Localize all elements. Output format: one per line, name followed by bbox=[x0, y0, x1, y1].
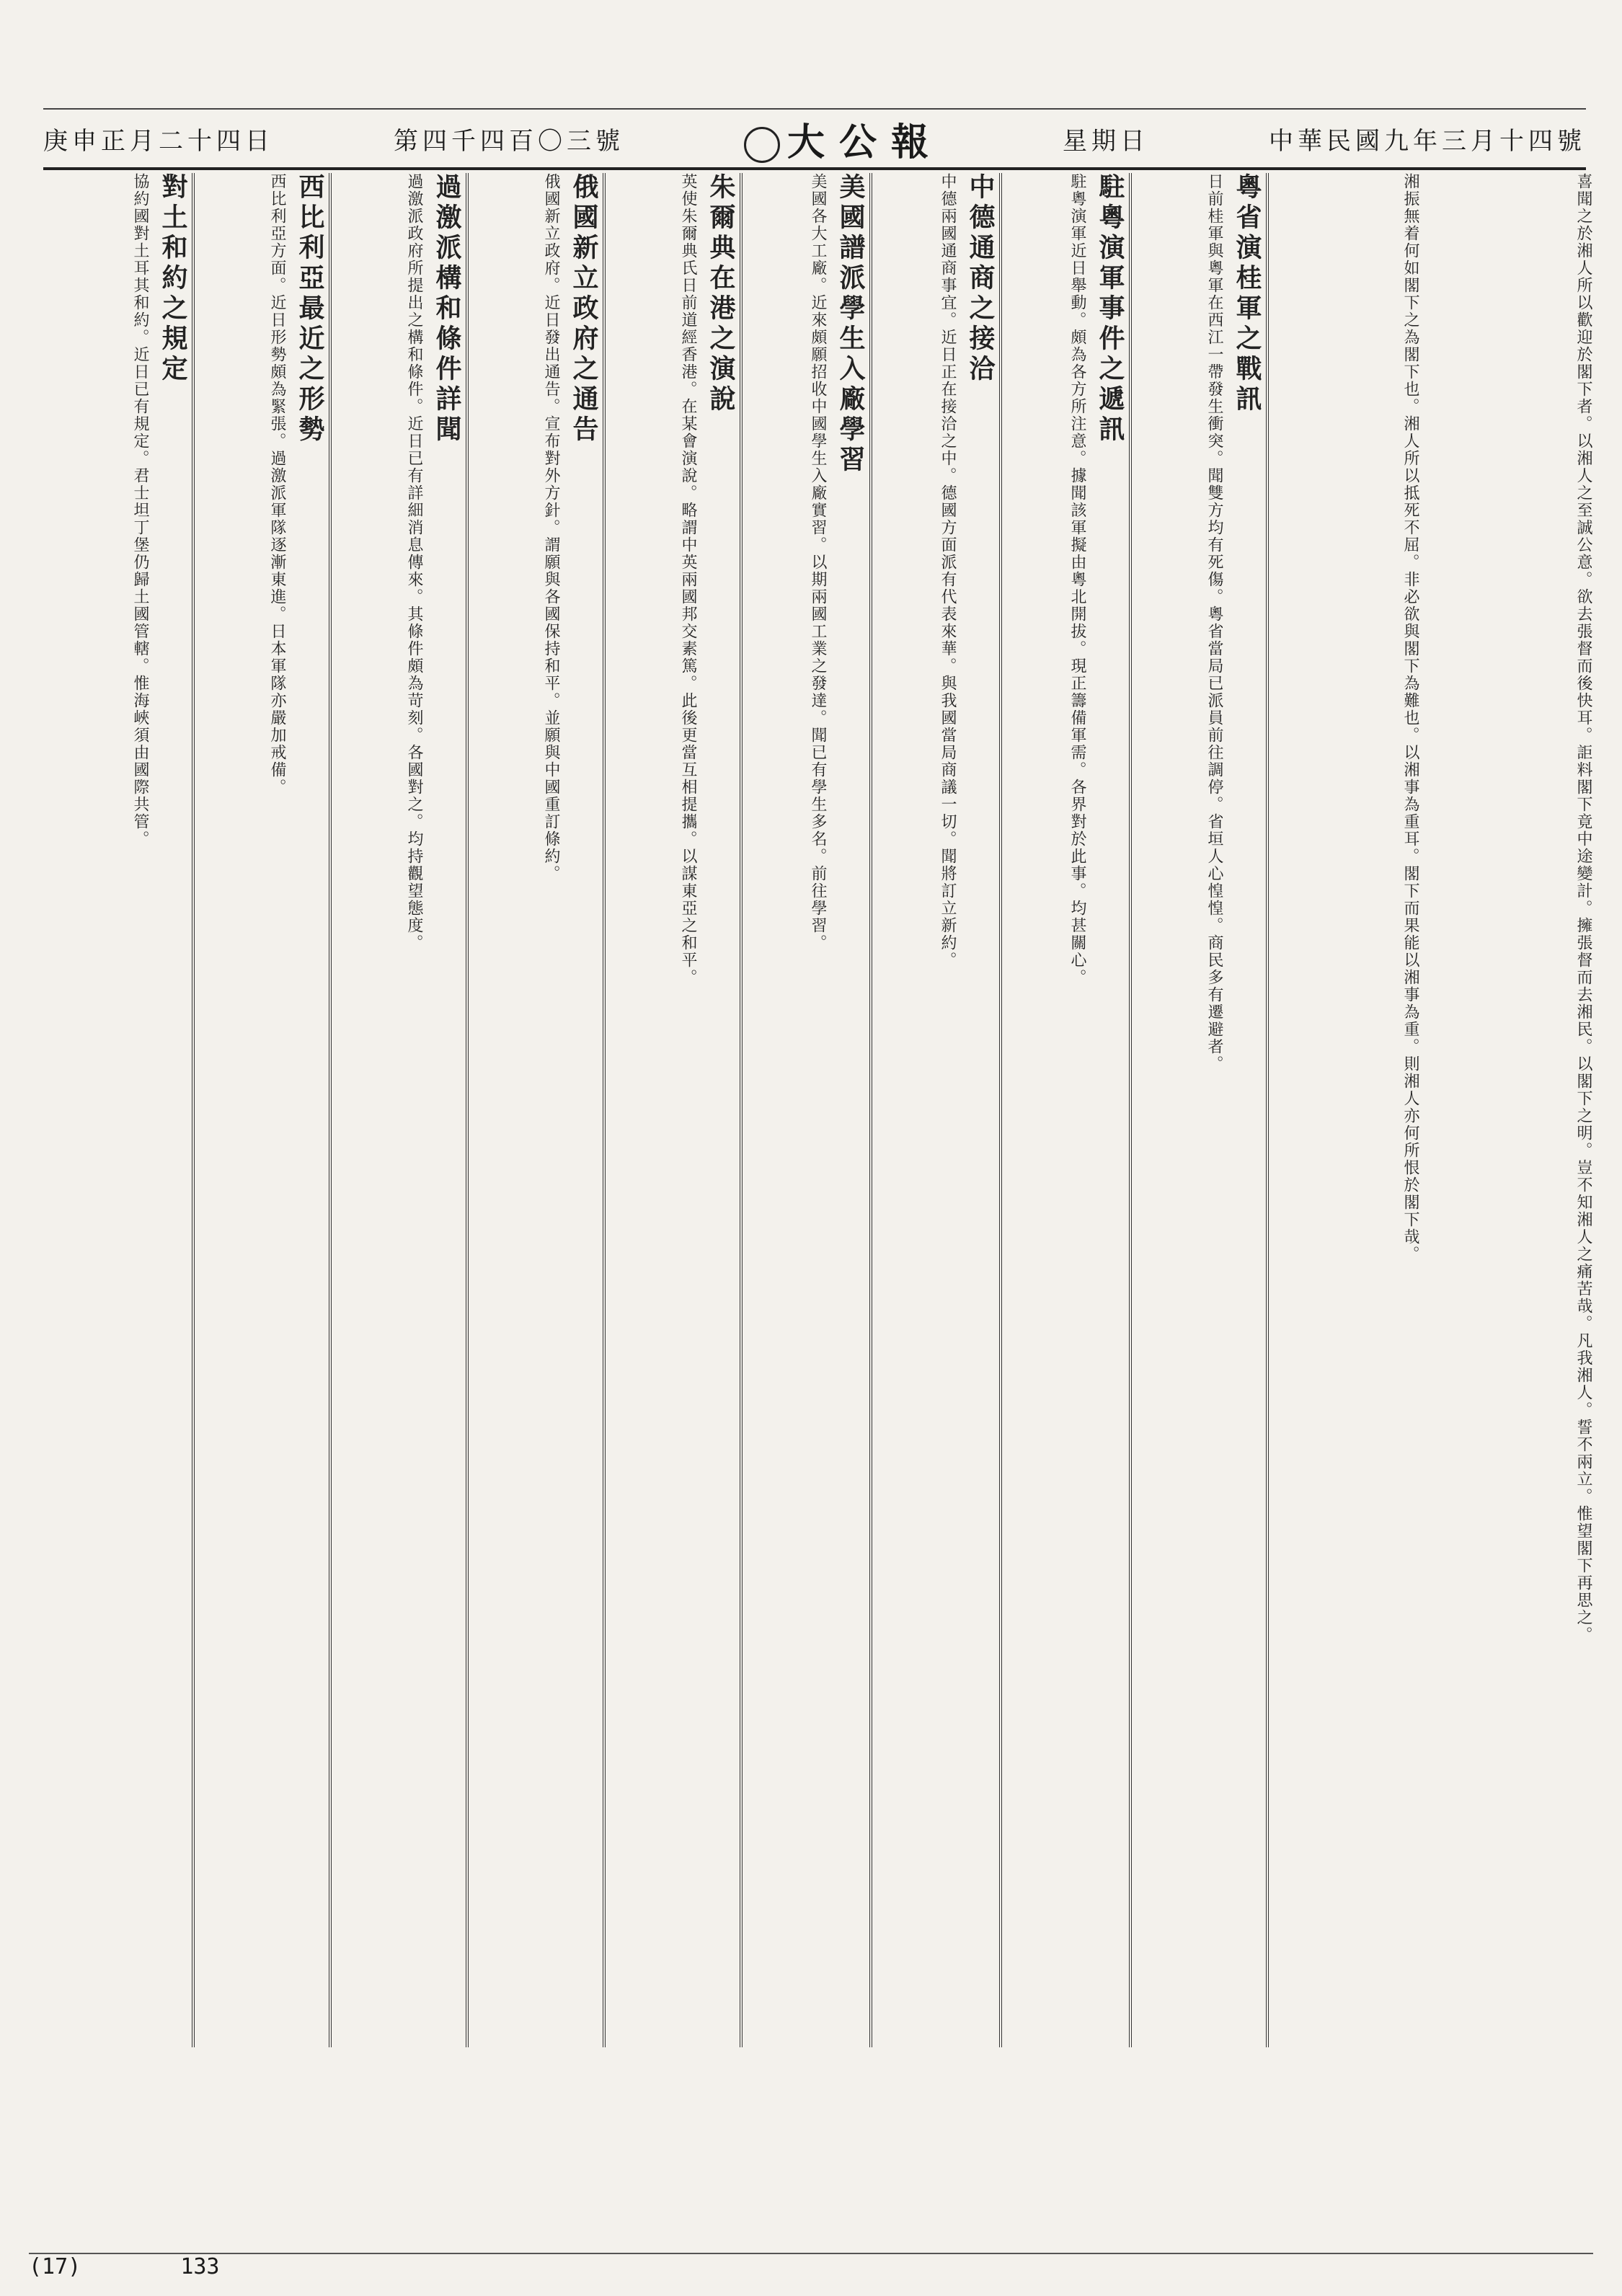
masthead-issue: 第四千四百〇三號 bbox=[393, 126, 624, 156]
article-headline: 俄國新立政府之通告 bbox=[568, 173, 606, 2047]
masthead-weekday: 星期日 bbox=[1062, 126, 1149, 156]
masthead bbox=[43, 108, 1586, 170]
article-column-c5 bbox=[879, 173, 1002, 2047]
seal-icon bbox=[744, 127, 780, 163]
article-column-c9 bbox=[339, 173, 469, 2047]
article-column-c2 bbox=[1276, 173, 1420, 2047]
article-headline: 美國譜派學生入廠學習 bbox=[835, 173, 872, 2047]
article-headline: 西比利亞最近之形勢 bbox=[294, 173, 332, 2047]
article-text: 協約國對土耳其和約。近日已有規定。君士坦丁堡仍歸土國管轄。惟海峽須由國際共管。 bbox=[131, 173, 149, 848]
article-column-c8 bbox=[476, 173, 606, 2047]
article-column-c4 bbox=[1009, 173, 1132, 2047]
page-footer bbox=[29, 2253, 1593, 2283]
footer-issue-number: (17) bbox=[29, 2254, 81, 2279]
article-column-c11 bbox=[43, 173, 195, 2047]
article-text: 湘振無着何如閣下之為閣下也。湘人所以抵死不屈。非必欲與閣下為難也。以湘事為重耳。閣下而果能以湘事為重。則湘人亦何所恨於閣下哉。 bbox=[1401, 173, 1419, 1263]
article-headline: 粵省演桂軍之戰訊 bbox=[1231, 173, 1269, 2047]
article-body bbox=[14, 173, 1600, 2047]
article-text: 英使朱爾典氏日前道經香港。在某會演說。略謂中英兩國邦交素篤。此後更當互相提攜。以謀東亞之和平。 bbox=[679, 173, 697, 986]
footer-page-number: 133 bbox=[180, 2254, 220, 2279]
article-text: 中德兩國通商事宜。近日正在接洽之中。德國方面派有代表來華。與我國當局商議一切。聞將訂立新約。 bbox=[939, 173, 957, 969]
article-column-c7 bbox=[613, 173, 743, 2047]
masthead-right-date: 庚申正月二十四日 bbox=[43, 126, 274, 156]
masthead-title bbox=[744, 112, 943, 166]
article-column-c3 bbox=[1139, 173, 1269, 2047]
article-headline: 過激派構和條件詳聞 bbox=[431, 173, 469, 2047]
article-headline: 對土和約之規定 bbox=[157, 173, 195, 2047]
article-headline: 朱爾典在港之演說 bbox=[705, 173, 743, 2047]
article-column-c10 bbox=[202, 173, 332, 2047]
article-headline: 駐粵演軍事件之遞訊 bbox=[1094, 173, 1132, 2047]
article-headline: 中德通商之接洽 bbox=[965, 173, 1002, 2047]
article-text: 過激派政府所提出之構和條件。近日已有詳細消息傳來。其條件頗為苛刻。各國對之。均持觀望態度。 bbox=[405, 173, 423, 952]
article-text: 喜聞之於湘人所以歡迎於閣下者。以湘人之至誠公意。欲去張督而後快耳。詎料閣下竟中途變計。擁張督而去湘民。以閣下之明。豈不知湘人之痛苦哉。凡我湘人。誓不兩立。惟望閣下再思之。 bbox=[1574, 173, 1592, 1644]
article-column-c6 bbox=[750, 173, 872, 2047]
article-text: 西比利亞方面。近日形勢頗為緊張。過激派軍隊逐漸東進。日本軍隊亦嚴加戒備。 bbox=[268, 173, 286, 796]
article-text: 美國各大工廠。近來頗願招收中國學生入廠實習。以期兩國工業之發達。聞已有學生多名。前往學習。 bbox=[809, 173, 827, 952]
masthead-left-date: 中華民國九年三月十四號 bbox=[1268, 126, 1586, 156]
article-text: 駐粵演軍近日舉動。頗為各方所注意。據聞該軍擬由粵北開拔。現正籌備軍需。各界對於此事。均甚關心。 bbox=[1068, 173, 1086, 986]
article-column-c1 bbox=[1427, 173, 1593, 2047]
article-text: 日前桂軍與粵軍在西江一帶發生衝突。聞雙方均有死傷。粵省當局已派員前往調停。省垣人心惶惶。商民多有遷避者。 bbox=[1205, 173, 1223, 1073]
masthead-title-text: 大公報 bbox=[786, 120, 943, 164]
article-text: 俄國新立政府。近日發出通告。宣布對外方針。謂願與各國保持和平。並願與中國重訂條約。 bbox=[542, 173, 560, 882]
